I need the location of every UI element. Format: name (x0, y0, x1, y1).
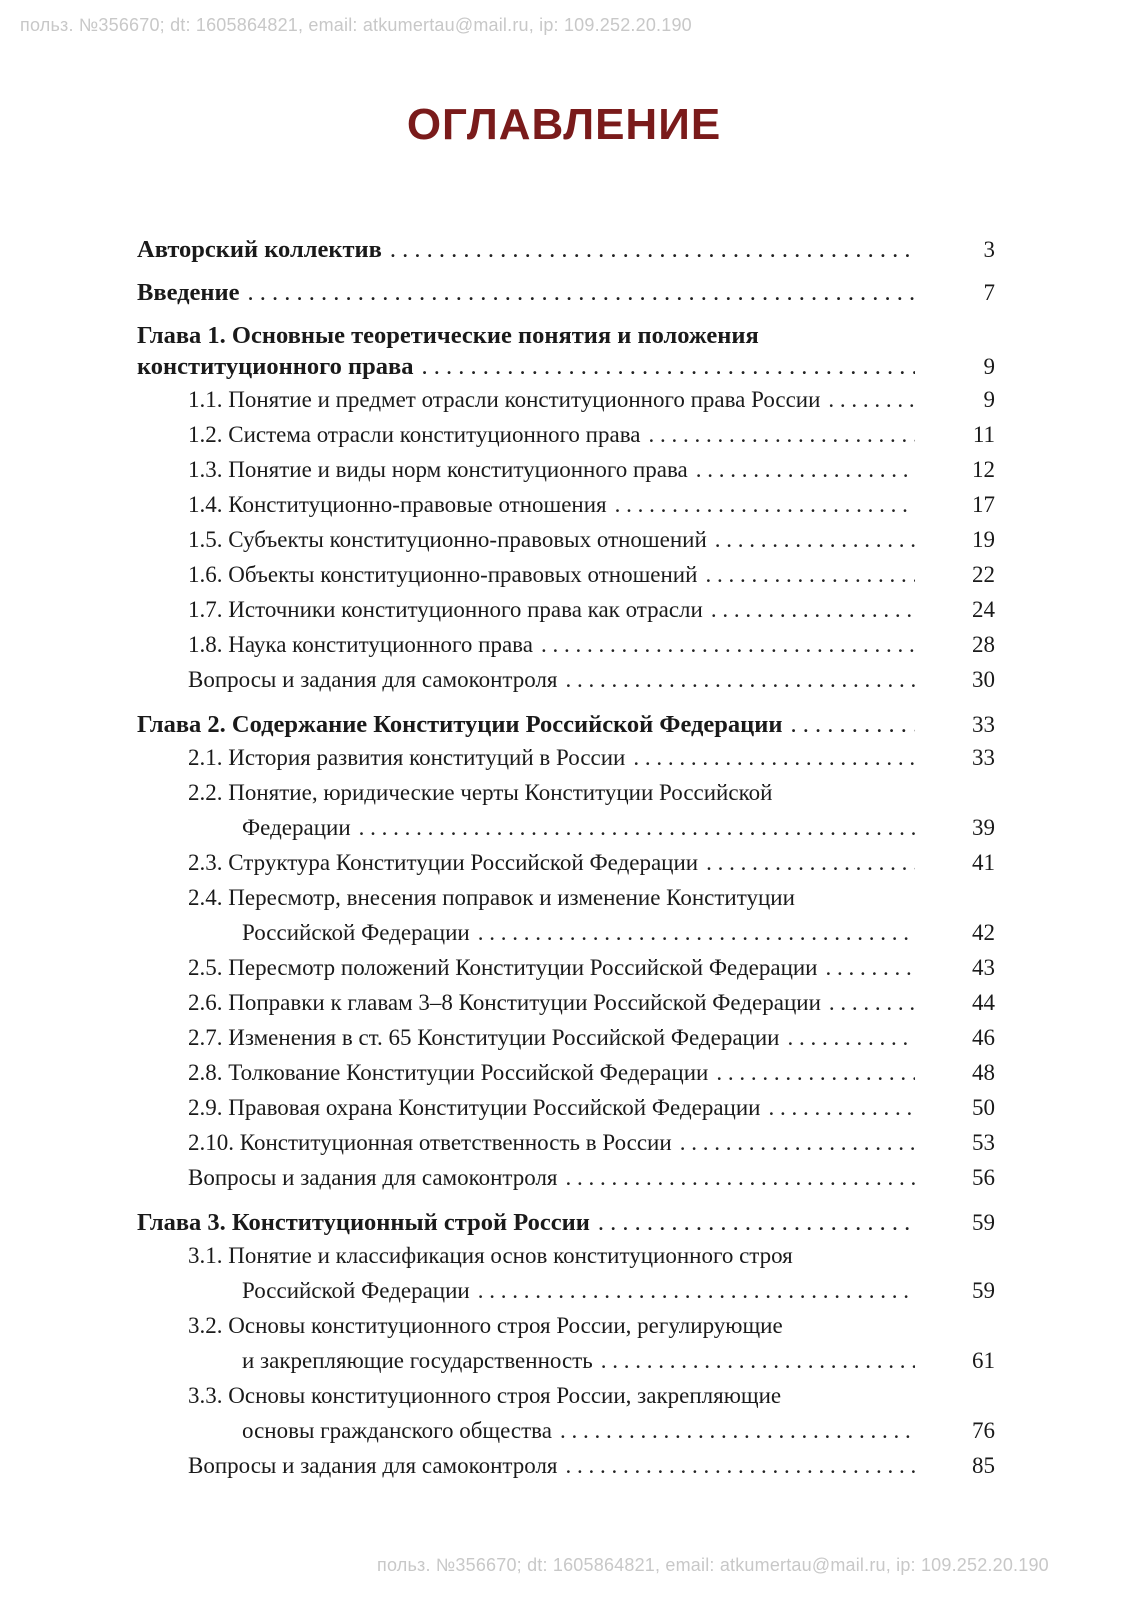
leader-dots (633, 740, 915, 775)
toc-entry-title: Вопросы и задания для самоконтроля (188, 1165, 558, 1190)
toc-page-number: 30 (972, 667, 995, 692)
leader-dots (648, 417, 915, 452)
toc-entry-title-cont: Российской Федерации (242, 920, 470, 945)
toc-entry-title: 2.9. Правовая охрана Конституции Российской Федерации (188, 1095, 761, 1120)
leader-dots (826, 950, 916, 985)
toc-entry-title-cont: основы гражданского общества (242, 1418, 552, 1443)
leader-dots (560, 1413, 915, 1448)
toc-page-number: 56 (972, 1165, 995, 1190)
toc-page-number: 85 (972, 1453, 995, 1478)
leader-dots (566, 662, 915, 697)
toc-entry-1-1[interactable] (137, 382, 995, 417)
toc-entry-1-3[interactable] (137, 452, 995, 487)
toc-page-number: 33 (972, 712, 995, 737)
toc-page-number: 24 (972, 597, 995, 622)
leader-dots (706, 845, 915, 880)
toc-page-number: 39 (972, 815, 995, 840)
toc-entry-2-9[interactable] (137, 1090, 995, 1125)
toc-entry-title: 1.3. Понятие и виды норм конституционного права (188, 457, 688, 482)
toc-entry-title: 3.1. Понятие и классификация основ конституционного строя (188, 1243, 793, 1268)
spacer (137, 308, 995, 320)
toc-page-number: 19 (972, 527, 995, 552)
leader-dots (711, 592, 915, 627)
toc-entry-title: 2.5. Пересмотр положений Конституции Российской Федерации (188, 955, 818, 980)
toc-entry-title: 1.5. Субъекты конституционно-правовых отношений (188, 527, 707, 552)
toc-page-number: 28 (972, 632, 995, 657)
toc-page-number: 59 (972, 1278, 995, 1303)
toc-entry-title: 2.4. Пересмотр, внесения поправок и изменение Конституции (188, 885, 795, 910)
toc-entry-title: Вопросы и задания для самоконтроля (188, 1453, 558, 1478)
toc-entry-title: Глава 2. Содержание Конституции Российской Федерации (137, 711, 783, 738)
toc-entry-1-7[interactable] (137, 592, 995, 627)
toc-page-number: 42 (972, 920, 995, 945)
leader-dots (716, 1055, 915, 1090)
toc-page-number: 41 (972, 850, 995, 875)
toc-entry-1-2[interactable] (137, 417, 995, 452)
leader-dots (680, 1125, 915, 1160)
toc-entry-2-5[interactable] (137, 950, 995, 985)
leader-dots (541, 627, 915, 662)
toc-entry-title: 1.6. Объекты конституционно-правовых отношений (188, 562, 698, 587)
toc-page-number: 59 (972, 1210, 995, 1235)
leader-dots (421, 351, 915, 382)
toc-entry-2-10[interactable] (137, 1125, 995, 1160)
toc-page-number: 43 (972, 955, 995, 980)
toc-entry-questions-2[interactable] (137, 1160, 995, 1195)
toc-page-number: 9 (983, 387, 995, 412)
toc-entry-questions-3[interactable] (137, 1448, 995, 1483)
page-title: ОГЛАВЛЕНИЕ (406, 100, 722, 149)
toc-entry-title: 3.2. Основы конституционного строя России, регулирующие (188, 1313, 783, 1338)
spacer (137, 1195, 995, 1207)
toc-entry-title: 3.3. Основы конституционного строя России, закрепляющие (188, 1383, 782, 1408)
toc-entry-title-cont: и закрепляющие государственность (242, 1348, 593, 1373)
toc-entry-title: Вопросы и задания для самоконтроля (188, 667, 558, 692)
toc-page-number: 11 (972, 422, 995, 447)
toc-entry-title: 1.8. Наука конституционного права (188, 632, 533, 657)
toc-entry-title: 2.10. Конституционная ответственность в России (188, 1130, 672, 1155)
table-of-contents (137, 234, 995, 1483)
toc-entry-2-8[interactable] (137, 1055, 995, 1090)
toc-entry-2-3[interactable] (137, 845, 995, 880)
toc-page-number: 76 (972, 1418, 995, 1443)
leader-dots (478, 1273, 915, 1308)
spacer (137, 697, 995, 709)
toc-entry-2-6[interactable] (137, 985, 995, 1020)
toc-entry-3-1[interactable] (137, 1238, 995, 1308)
toc-page-number: 46 (972, 1025, 995, 1050)
toc-entry-title: 2.8. Толкование Конституции Российской Федерации (188, 1060, 709, 1085)
leader-dots (828, 382, 915, 417)
toc-entry-title: 1.4. Конституционно-правовые отношения (188, 492, 607, 517)
leader-dots (566, 1160, 915, 1195)
toc-entry-2-7[interactable] (137, 1020, 995, 1055)
toc-entry-questions-1[interactable] (137, 662, 995, 697)
toc-entry-2-2[interactable] (137, 775, 995, 845)
toc-entry-title: 2.3. Структура Конституции Российской Федерации (188, 850, 699, 875)
toc-entry-title: Глава 3. Конституционный строй России (137, 1209, 590, 1236)
leader-dots (598, 1207, 915, 1238)
toc-entry-2-1[interactable] (137, 740, 995, 775)
toc-page-number: 22 (972, 562, 995, 587)
toc-entry-title: 1.7. Источники конституционного права как отрасли (188, 597, 703, 622)
toc-entry-3-3[interactable] (137, 1378, 995, 1448)
leader-dots (248, 277, 916, 308)
toc-page-number: 44 (972, 990, 995, 1015)
leader-dots (601, 1343, 915, 1378)
watermark-bottom: польз. №356670; dt: 1605864821, email: atkumertau@mail.ru, ip: 109.252.20.190 (377, 1555, 1049, 1575)
toc-entry-1-5[interactable] (137, 522, 995, 557)
leader-dots (791, 709, 915, 740)
toc-entry-title: 2.1. История развития конституций в России (188, 745, 626, 770)
toc-page-number: 7 (983, 280, 995, 305)
toc-entry-1-8[interactable] (137, 627, 995, 662)
toc-entry-title: Авторский коллектив (137, 236, 382, 263)
toc-page-number: 12 (972, 457, 995, 482)
toc-entry-introduction[interactable] (137, 277, 995, 308)
leader-dots (696, 452, 915, 487)
toc-entry-title-cont: Федерации (242, 815, 351, 840)
leader-dots (566, 1448, 915, 1483)
toc-page-number: 3 (983, 237, 995, 262)
toc-entry-title-cont: Российской Федерации (242, 1278, 470, 1303)
toc-page-number: 9 (983, 354, 995, 379)
leader-dots (715, 522, 915, 557)
toc-page-number: 61 (972, 1348, 995, 1373)
leader-dots (787, 1020, 915, 1055)
toc-page-number: 53 (972, 1130, 995, 1155)
toc-page-number: 33 (972, 745, 995, 770)
toc-entry-title-cont: конституционного права (137, 353, 414, 380)
leader-dots (768, 1090, 915, 1125)
toc-entry-title: Глава 1. Основные теоретические понятия и положения (137, 322, 759, 349)
toc-entry-chapter-3[interactable] (137, 1207, 995, 1238)
leader-dots (615, 487, 915, 522)
spacer (137, 265, 995, 277)
toc-entry-title: 1.2. Система отрасли конституционного права (188, 422, 641, 447)
watermark-top: польз. №356670; dt: 1605864821, email: atkumertau@mail.ru, ip: 109.252.20.190 (20, 15, 692, 35)
toc-entry-title: 2.6. Поправки к главам 3–8 Конституции Российской Федерации (188, 990, 821, 1015)
leader-dots (705, 557, 915, 592)
toc-entry-chapter-1[interactable] (137, 320, 995, 382)
leader-dots (829, 985, 915, 1020)
leader-dots (390, 234, 915, 265)
toc-page-number: 48 (972, 1060, 995, 1085)
leader-dots (359, 810, 915, 845)
toc-entry-authors[interactable] (137, 234, 995, 265)
leader-dots (478, 915, 915, 950)
toc-entry-1-4[interactable] (137, 487, 995, 522)
toc-entry-title: 1.1. Понятие и предмет отрасли конституционного права России (188, 387, 821, 412)
toc-entry-title: Введение (137, 279, 240, 306)
toc-entry-2-4[interactable] (137, 880, 995, 950)
toc-entry-title: 2.2. Понятие, юридические черты Конституции Российской (188, 780, 773, 805)
toc-page-number: 17 (972, 492, 995, 517)
toc-entry-1-6[interactable] (137, 557, 995, 592)
toc-entry-chapter-2[interactable] (137, 709, 995, 740)
toc-entry-title: 2.7. Изменения в ст. 65 Конституции Российской Федерации (188, 1025, 780, 1050)
toc-entry-3-2[interactable] (137, 1308, 995, 1378)
toc-page-number: 50 (972, 1095, 995, 1120)
